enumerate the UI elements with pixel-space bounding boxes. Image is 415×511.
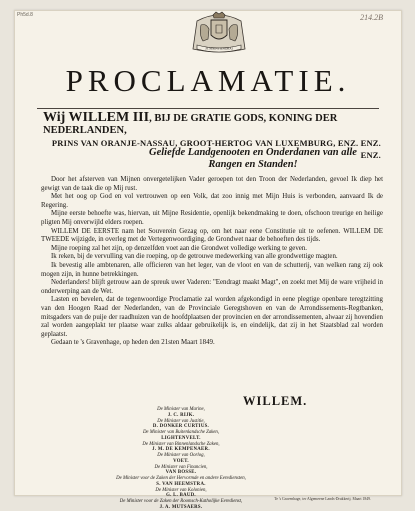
paragraph: Door het afsterven van Mijnen onvergetelijken Vader geroepen tot den Troon der Nederlanden, gevoel Ik diep het gewigt van de taak die op Mij rust. (41, 176, 383, 192)
minister-name: G. L. BAUD. (166, 493, 196, 499)
minister-name: S. VAN HEEMSTRA. (156, 481, 206, 487)
minister-role: De Minister van Financien, (154, 464, 208, 470)
sovereign-titles-line2: PRINS VAN ORANJE-NASSAU, GROOT-HERTOG VAN LUXEMBURG, ENZ. ENZ. ENZ. (51, 138, 381, 160)
title-divider (37, 108, 379, 109)
minister-role: De Minister voor de Zaken der Hervormde en andere Eerediensten, (116, 476, 246, 481)
minister-name: LIGHTENVELT. (161, 435, 201, 441)
paragraph: Met het oog op God en vol vertrouwen op een Volk, dat zoo innig met Mijn Huis is verbonden, aanvaard Ik de Regering. (41, 193, 383, 209)
paragraph: Mijne eerste behoefte was, hiervan, uit Mijne Residentie, openlijk bekendmaking te doen, ofschoon treurige en heilige pligten Mij onverwijld elders roepen. (41, 210, 383, 226)
crest-motto: JE MAINTIENDRAI (205, 46, 233, 51)
minister-name: VOET. (173, 458, 189, 464)
minister-role: De Minister van Kolonien, (155, 487, 207, 493)
sovereign-prefix: Wij (43, 110, 69, 125)
minister-role: De Minister van Oorlog, (157, 453, 205, 458)
proclamation-body (41, 176, 383, 348)
paragraph: Lasten en bevelen, dat de tegenwoordige Proclamatie zal worden afgekondigd in eene plegtige openbare teregtzitting van den Hoogen Raad der Nederlanden, van de Provinciale Geregtshoven en van de Arrondissements-Regtbanken, mitsgaders van de puije der raadhuizen van de hoofdplaatsen der provincien en der arrondissementen, alwaar zij hovendien zal worden aangeplakt ter plaatse waar zulks aldaar gebruikelijk is, en eindelijk, dat zij in het Staatsblad zal worden geplaatst. (41, 296, 383, 338)
paragraph: Mijne roeping zal het zijn, op denzelfden voet aan die Grondwet volledige werking te geven. (51, 244, 308, 252)
minister-name: J. A. MUTSAERS. (159, 504, 203, 510)
salutation-line2: Rangen en Standen! (208, 159, 298, 170)
paragraph: WILLEM DE EERSTE nam het Souverein Gezag op, om het naar eene Constitutie uit te oefenen. WILLEM DE TWEEDE wijzigde, in overleg met de Vertegenwoordiging, de Grondwet naar de behoeften des tijds. (41, 227, 383, 244)
salutation (135, 147, 371, 171)
proclamation-sheet (14, 10, 402, 510)
document-title: PROCLAMATIE. (65, 63, 351, 98)
royal-signature: WILLEM. (243, 394, 308, 408)
sovereign-name: WILLEM III (68, 110, 150, 125)
salutation-line1: Geliefde Landgenooten en Onderdanen van alle (149, 147, 357, 158)
minister-name: J. C. RIJK. (167, 412, 195, 418)
minister-name: J. M. DE KEMPENAER. (152, 447, 210, 453)
dated-line: Gedaan te 's Gravenhage, op heden den 21sten Maart 1849. (51, 339, 215, 347)
printer-imprint: Te 's Gravenhage, ter Algemeene Lands-Drukkerij. Maart 1849. (274, 497, 371, 501)
minister-role: De Minister voor de Zaken der Roomsch-Katholijke Eeredienst, (119, 499, 243, 504)
paragraph: Ik bevestig alle ambtenaren, alle officieren van het leger, van de vloot en van de schutterij, van welken rang zij ook mogen zijn, in hunne betrekkingen. (41, 261, 383, 278)
archive-note-right: 214.2B (360, 13, 383, 22)
minister-name: VAN BOSSE. (165, 470, 197, 476)
paragraph: Nederlanders! blijft getrouw aan de spreuk uwer Vaderen: "Eendragt maakt Magt", en zoekt met Mij de ware vrijheid in onderwerping aan de Wet. (41, 279, 383, 295)
royal-coat-of-arms-icon (183, 11, 255, 55)
minister-name: D. DONKER CURTIUS. (152, 424, 210, 430)
archive-note-left: Ph5d.8 (17, 12, 33, 18)
minister-role: De Minister van Buitenlandsche Zaken, (142, 430, 220, 435)
minister-role: De Minister van Binnenlandsche Zaken, (142, 441, 220, 447)
paragraph: Ik reken, bij de vervulling van die roeping, op de getrouwe medewerking van alle grondwettige magten. (51, 253, 338, 261)
minister-role: De Minister van Marine, (157, 407, 205, 412)
minister-role: De Minister van Justitie, (157, 418, 205, 424)
countersignatures (101, 407, 261, 511)
sovereign-titles: , BIJ DE GRATIE GODS, KONING DER NEDERLANDEN, (43, 113, 338, 136)
